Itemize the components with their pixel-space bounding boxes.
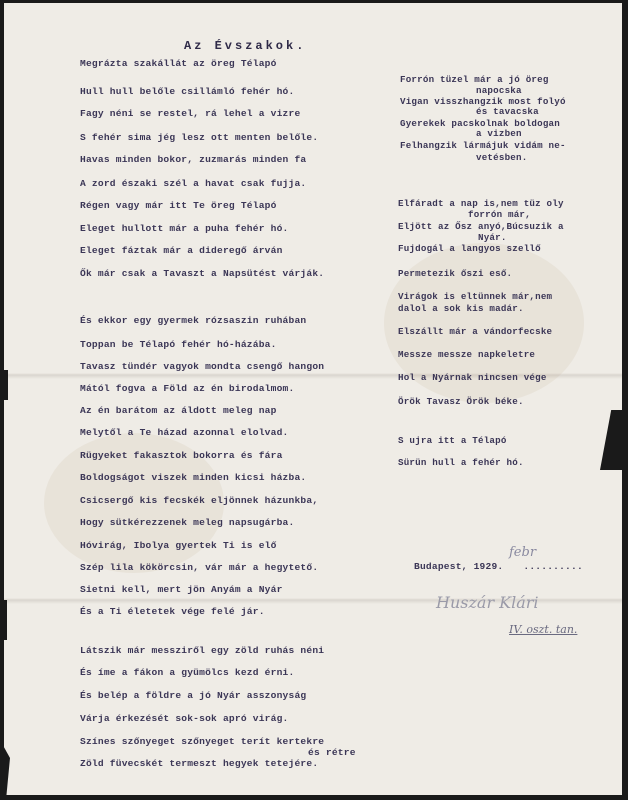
poem-line: Sietni kell, mert jön Anyám a Nyár: [80, 584, 283, 595]
poem-line: Fagy néni se restel, rá lehel a vizre: [80, 108, 301, 119]
poem-line: Hogy sütkérezzenek meleg napsugárba.: [80, 517, 295, 528]
poem-line: S fehér sima jég lesz ott menten belőle.: [80, 132, 319, 143]
poem-line: és rétre: [308, 747, 356, 758]
handwritten-name: Huszár Klári: [436, 593, 539, 612]
poem-line: Látszik már messziről egy zöld ruhás néni: [80, 645, 325, 656]
poem-line: Színes szőnyeget szőnyeget terít kertekre: [80, 736, 325, 747]
poem-line: Rügyeket fakasztok bokorra és fára: [80, 450, 283, 461]
poem-line: a vizben: [476, 128, 522, 139]
poem-line: És a Ti életetek vége felé jár.: [80, 606, 265, 617]
poem-line: Örök Tavasz Örök béke.: [398, 396, 524, 407]
poem-line: Elszállt már a vándorfecske: [398, 326, 553, 337]
poem-line: Permetezik őszi eső.: [398, 268, 513, 279]
poem-line: Hol a Nyárnak nincsen vége: [398, 372, 547, 383]
poem-line: Várja érkezését sok-sok apró virág.: [80, 713, 289, 724]
poem-line: Felhangzik lármájuk vidám ne-: [400, 140, 566, 151]
poem-line: És ekkor egy gyermek rózsaszin ruhában: [80, 315, 307, 326]
poem-line: Virágok is eltünnek már,nem: [398, 291, 553, 302]
poem-line: forrón már,: [468, 209, 531, 220]
poem-line: napocska: [476, 85, 522, 96]
poem-line: vetésben.: [476, 152, 528, 163]
poem-line: és tavacska: [476, 106, 539, 117]
poem-line: Megrázta szakállát az öreg Télapó: [80, 58, 277, 69]
poem-line: Boldogságot viszek minden kicsi házba.: [80, 472, 307, 483]
poem-line: Nyár.: [478, 232, 507, 243]
poem-line: Eleget hullott már a puha fehér hó.: [80, 223, 289, 234]
poem-title: Az Évszakok.: [184, 39, 307, 53]
poem-line: Melytől a Te házad azonnal elolvad.: [80, 427, 289, 438]
poem-line: Elfáradt a nap is,nem tüz oly: [398, 198, 564, 209]
poem-line: Gyerekek pacskolnak boldogan: [400, 118, 560, 129]
poem-line: Forrón tüzel már a jó öreg: [400, 74, 549, 85]
torn-edge: [0, 600, 7, 640]
poem-line: Tavasz tündér vagyok mondta csengő hangon: [80, 361, 325, 372]
handwritten-month: febr: [509, 545, 537, 560]
poem-line: Hóvirág, Ibolya gyertek Ti is elő: [80, 540, 277, 551]
handwritten-class: IV. oszt. tan.: [509, 623, 578, 636]
poem-line: Zöld füvecskét termeszt hegyek tetejére.: [80, 758, 319, 769]
poem-line: Sürün hull a fehér hó.: [398, 457, 524, 468]
poem-line: Régen vagy már itt Te öreg Télapó: [80, 200, 277, 211]
poem-line: Messze messze napkeletre: [398, 349, 536, 360]
poem-line: Fujdogál a langyos szellő: [398, 243, 541, 254]
poem-line: Havas minden bokor, zuzmarás minden fa: [80, 154, 307, 165]
poem-line: S ujra itt a Télapó: [398, 435, 507, 446]
poem-line: Toppan be Télapó fehér hó-házába.: [80, 339, 277, 350]
poem-line: És íme a fákon a gyümölcs kezd érni.: [80, 667, 295, 678]
poem-line: És belép a földre a jó Nyár asszonyság: [80, 690, 307, 701]
poem-line: Az én barátom az áldott meleg nap: [80, 405, 277, 416]
dateline-text: Budapest, 1929.: [414, 561, 504, 572]
poem-line: Vigan visszhangzik most folyó: [400, 96, 566, 107]
dateline-dots: ..........: [523, 561, 583, 572]
poem-line: Ők már csak a Tavaszt a Napsütést várják.: [80, 268, 325, 279]
poem-line: Szép lila kökörcsin, vár már a hegytető.: [80, 562, 319, 573]
poem-line: A zord északi szél a havat csak fujja.: [80, 178, 307, 189]
typed-page: [4, 3, 622, 795]
torn-edge: [0, 370, 8, 400]
poem-line: Mától fogva a Föld az én birodalmom.: [80, 383, 295, 394]
poem-line: Eljött az Ősz anyó,Búcsuzik a: [398, 221, 564, 232]
poem-line: Hull hull belőle csillámló fehér hó.: [80, 86, 295, 97]
poem-line: dalol a sok kis madár.: [398, 303, 524, 314]
dateline: [414, 561, 583, 573]
poem-line: Eleget fáztak már a dideregő árván: [80, 245, 283, 256]
poem-line: Csicsergő kis fecskék eljönnek házunkba,: [80, 495, 319, 506]
